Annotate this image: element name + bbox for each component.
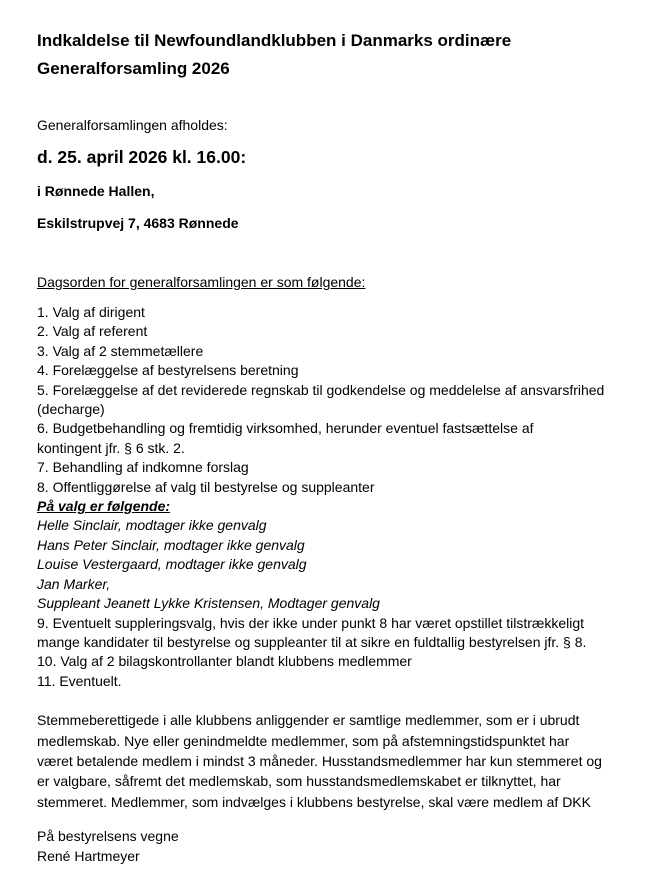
voting-rights-line: Stemmeberettigede i alle klubbens anliggender er samtlige medlemmer, som er i ubrudt xyxy=(37,712,580,729)
signature-block xyxy=(37,826,639,866)
agenda-line: 10. Valg af 2 bilagskontrollanter blandt klubbens medlemmer xyxy=(37,653,412,670)
agenda-line: kontingent jfr. § 6 stk. 2. xyxy=(37,439,185,456)
agenda-line: 1. Valg af dirigent xyxy=(37,304,145,320)
signature-name: René Hartmeyer xyxy=(37,848,140,865)
agenda-line: 2. Valg af referent xyxy=(37,323,148,340)
agenda-line: 9. Eventuelt suppleringsvalg, hvis der ikke under punkt 8 har været opstillet tilstrækkeligt xyxy=(37,614,585,631)
candidate-line: Jan Marker, xyxy=(37,575,111,592)
agenda-list xyxy=(37,303,639,691)
election-heading: På valg er følgende: xyxy=(37,498,171,515)
agenda-heading: Dagsorden for generalforsamlingen er som følgende: xyxy=(37,274,366,290)
meeting-datetime: d. 25. april 2026 kl. 16.00: xyxy=(37,147,247,167)
candidate-line: Helle Sinclair, modtager ikke genvalg xyxy=(37,517,267,534)
agenda-line: 3. Valg af 2 stemmetællere xyxy=(37,342,204,359)
agenda-line: 4. Forelæggelse af bestyrelsens beretning xyxy=(37,362,299,379)
agenda-line: 7. Behandling af indkomne forslag xyxy=(37,459,249,476)
agenda-line: 6. Budgetbehandling og fremtidig virksomhed, herunder eventuel fastsættelse af xyxy=(37,420,534,437)
signature-role: På bestyrelsens vegne xyxy=(37,828,179,845)
agenda-line: mange kandidater til bestyrelse og suppleanter til at sikre en fuldtallig bestyrelsen jfr. § 8. xyxy=(37,633,587,650)
agenda-line: (decharge) xyxy=(37,401,105,418)
agenda-line: 8. Offentliggørelse af valg til bestyrelse og suppleanter xyxy=(37,478,375,495)
meeting-address: Eskilstrupvej 7, 4683 Rønnede xyxy=(37,215,239,231)
voting-rights-line: stemmeret. Medlemmer, som indvælges i klubbens bestyrelse, skal være medlem af DKK xyxy=(37,793,591,810)
agenda-line: 11. Eventuelt. xyxy=(37,672,122,689)
voting-rights-line: været betalende medlem i mindst 3 måneder. Husstandsmedlemmer har kun stemmeret og xyxy=(37,752,602,769)
candidate-line: Suppleant Jeanett Lykke Kristensen, Modtager genvalg xyxy=(37,595,380,612)
meeting-intro: Generalforsamlingen afholdes: xyxy=(37,117,228,133)
voting-rights-line: medlemskab. Nye eller genindmeldte medlemmer, som på afstemningstidspunktet har xyxy=(37,732,570,749)
voting-rights-paragraph xyxy=(37,710,639,812)
document-title: Indkaldelse til Newfoundlandklubben i Danmarks ordinære Generalforsamling 2026 xyxy=(37,31,512,78)
candidate-line: Hans Peter Sinclair, modtager ikke genvalg xyxy=(37,536,305,553)
candidate-line: Louise Vestergaard, modtager ikke genvalg xyxy=(37,556,307,573)
voting-rights-line: er valgbare, såfremt det medlemskab, som husstandsmedlemskabet er tilknyttet, har xyxy=(37,773,561,790)
meeting-venue: i Rønnede Hallen, xyxy=(37,183,155,199)
agenda-line: 5. Forelæggelse af det reviderede regnskab til godkendelse og meddelelse af ansvarsfrihed xyxy=(37,381,605,398)
